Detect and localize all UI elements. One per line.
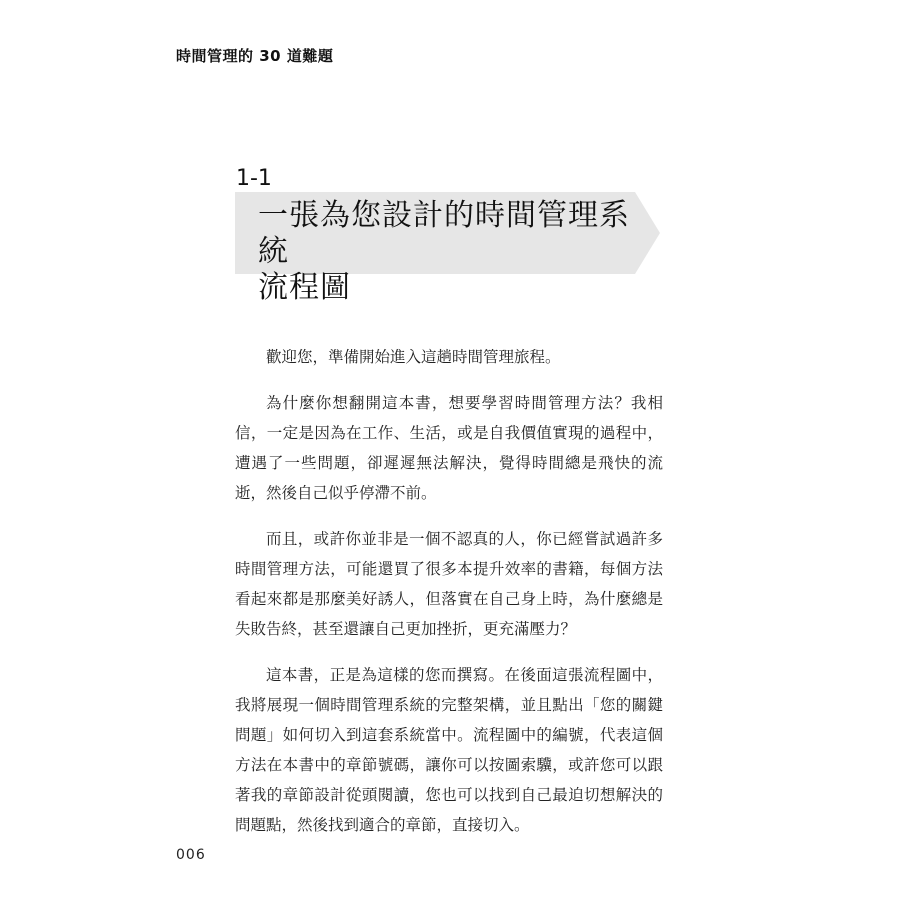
paragraph: 這本書，正是為這樣的您而撰寫。在後面這張流程圖中，我將展現一個時間管理系統的完整架構，並且點出「您的關鍵問題」如何切入到這套系統當中。流程圖中的編號，代表這個方法在本書中的章節號碼，讓你可以按圖索驥，或許您可以跟著我的章節設計從頭閱讀，您也可以找到自己最迫切想解決的問題點，然後找到適合的章節，直接切入。	[235, 666, 663, 834]
chapter-title	[258, 198, 660, 306]
chapter-title-line-1: 一張為您設計的時間管理系統	[258, 198, 630, 269]
chapter-number: 1-1	[236, 166, 272, 191]
paragraph: 歡迎您，準備開始進入這趟時間管理旅程。	[266, 348, 561, 366]
chapter-title-banner	[235, 192, 660, 305]
paragraph: 為什麼你想翻開這本書，想要學習時間管理方法？我相信，一定是因為在工作、生活，或是自我價值實現的過程中，遭遇了一些問題，卻遲遲無法解決，覺得時間總是飛快的流逝，然後自己似乎停滯不前。	[235, 394, 663, 502]
chapter-title-line-2: 流程圖	[258, 270, 351, 305]
body-text	[235, 342, 663, 856]
page-number: 006	[176, 847, 206, 863]
paragraph: 而且，或許你並非是一個不認真的人，你已經嘗試過許多時間管理方法，可能還買了很多本提升效率的書籍，每個方法看起來都是那麼美好誘人，但落實在自己身上時，為什麼總是失敗告終，甚至還讓自己更加挫折，更充滿壓力？	[235, 530, 663, 638]
running-head-title: 時間管理的 30 道難題	[176, 47, 334, 65]
